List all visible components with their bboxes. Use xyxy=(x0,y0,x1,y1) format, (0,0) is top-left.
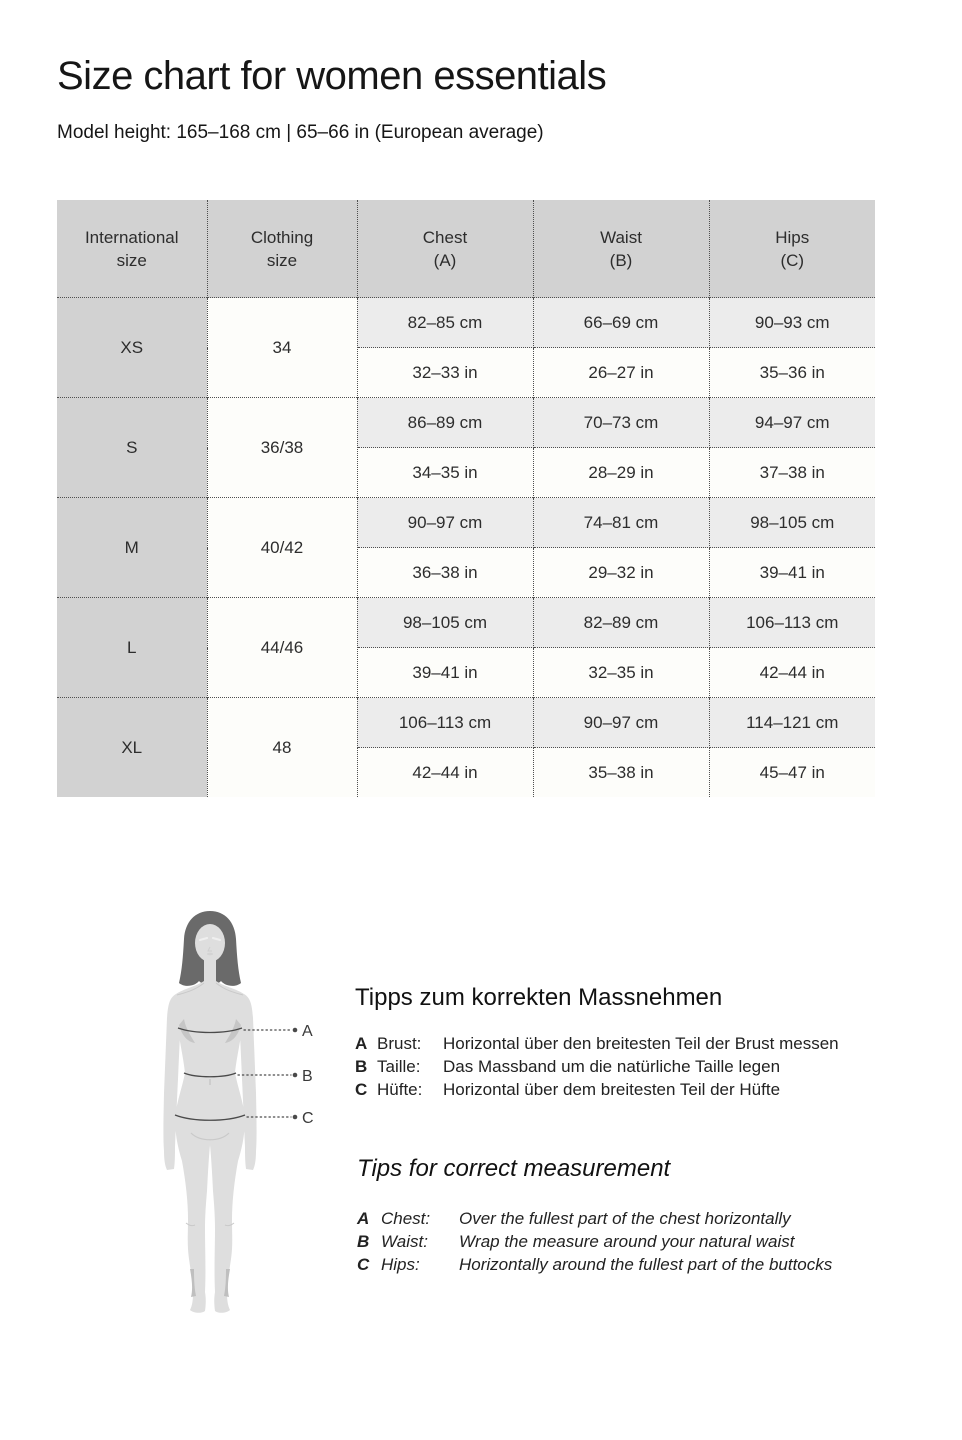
tip-letter: A xyxy=(357,1209,370,1228)
cell-hips-in: 35–36 in xyxy=(709,348,875,398)
size-table xyxy=(57,200,875,797)
cell-waist-in: 28–29 in xyxy=(533,448,709,498)
chest-leader-dot xyxy=(293,1028,298,1033)
cell-chest-cm: 86–89 cm xyxy=(357,398,533,448)
cell-clothing-size: 36/38 xyxy=(207,398,357,498)
waist-leader-dot xyxy=(293,1073,298,1078)
page-title: Size chart for women essentials xyxy=(57,54,607,98)
col-header-hips: Hips (C) xyxy=(709,200,875,298)
measurement-figure xyxy=(158,903,328,1318)
tip-term: Hüfte: xyxy=(377,1080,423,1099)
woman-silhouette-illustration xyxy=(158,903,328,1318)
tip-text: Das Massband um die natürliche Taille legen xyxy=(443,1057,781,1076)
tip-text: Horizontal über dem breitesten Teil der Hüfte xyxy=(443,1080,781,1099)
cell-clothing-size: 34 xyxy=(207,298,357,398)
table-row-xl xyxy=(57,698,875,748)
tip-term: Hips: xyxy=(381,1255,420,1274)
tip-text: Horizontally around the fullest part of the buttocks xyxy=(459,1255,833,1274)
cell-international-size: S xyxy=(57,398,207,498)
tip-term: Waist: xyxy=(381,1232,428,1251)
col-header-clothing-size: Clothing size xyxy=(207,200,357,298)
col-header-international-size: International size xyxy=(57,200,207,298)
tip-letter: B xyxy=(357,1232,370,1251)
cell-waist-cm: 66–69 cm xyxy=(533,298,709,348)
tip-text: Over the fullest part of the chest horizontally xyxy=(459,1209,791,1228)
cell-hips-in: 39–41 in xyxy=(709,548,875,598)
cell-waist-cm: 70–73 cm xyxy=(533,398,709,448)
table-row-s xyxy=(57,398,875,448)
label-waist-b: B xyxy=(302,1068,313,1085)
tips-list-english xyxy=(357,1207,832,1276)
tip-text: Wrap the measure around your natural waist xyxy=(459,1232,795,1251)
cell-clothing-size: 44/46 xyxy=(207,598,357,698)
cell-hips-in: 45–47 in xyxy=(709,748,875,798)
cell-international-size: L xyxy=(57,598,207,698)
tips-heading-german: Tipps zum korrekten Massnehmen xyxy=(355,984,723,1011)
cell-hips-cm: 98–105 cm xyxy=(709,498,875,548)
tip-letter: A xyxy=(355,1034,368,1053)
tip-text: Horizontal über den breitesten Teil der Brust messen xyxy=(443,1034,839,1053)
tip-row-taille xyxy=(355,1055,839,1078)
col-header-chest: Chest (A) xyxy=(357,200,533,298)
cell-international-size: XL xyxy=(57,698,207,798)
mouth xyxy=(207,953,213,956)
cell-waist-in: 29–32 in xyxy=(533,548,709,598)
tip-letter: B xyxy=(355,1057,368,1076)
cell-hips-cm: 94–97 cm xyxy=(709,398,875,448)
tip-row-chest xyxy=(357,1207,832,1230)
label-chest-a: A xyxy=(302,1023,313,1040)
table-row-m xyxy=(57,498,875,548)
cell-chest-cm: 90–97 cm xyxy=(357,498,533,548)
model-height-note: Model height: 165–168 cm | 65–66 in (European average) xyxy=(57,122,544,143)
cell-chest-in: 42–44 in xyxy=(357,748,533,798)
table-row-xs xyxy=(57,298,875,348)
table-header-row xyxy=(57,200,875,298)
cell-chest-cm: 106–113 cm xyxy=(357,698,533,748)
cell-clothing-size: 48 xyxy=(207,698,357,798)
col-header-waist: Waist (B) xyxy=(533,200,709,298)
cell-chest-cm: 98–105 cm xyxy=(357,598,533,648)
tip-term: Chest: xyxy=(381,1209,431,1228)
tip-row-huefte xyxy=(355,1078,839,1101)
cell-clothing-size: 40/42 xyxy=(207,498,357,598)
tip-row-hips xyxy=(357,1253,832,1276)
cell-hips-cm: 114–121 cm xyxy=(709,698,875,748)
cell-waist-cm: 74–81 cm xyxy=(533,498,709,548)
tip-row-brust xyxy=(355,1032,839,1055)
cell-waist-cm: 82–89 cm xyxy=(533,598,709,648)
tip-term: Brust: xyxy=(377,1034,422,1053)
tips-heading-english: Tips for correct measurement xyxy=(357,1155,671,1182)
cell-chest-in: 32–33 in xyxy=(357,348,533,398)
tip-row-waist xyxy=(357,1230,832,1253)
cell-waist-cm: 90–97 cm xyxy=(533,698,709,748)
tip-letter: C xyxy=(355,1080,368,1099)
cell-hips-cm: 106–113 cm xyxy=(709,598,875,648)
cell-chest-in: 34–35 in xyxy=(357,448,533,498)
tip-term: Taille: xyxy=(377,1057,421,1076)
cell-hips-cm: 90–93 cm xyxy=(709,298,875,348)
hips-leader-dot xyxy=(293,1115,298,1120)
cell-international-size: M xyxy=(57,498,207,598)
cell-international-size: XS xyxy=(57,298,207,398)
body-shape xyxy=(163,981,256,1313)
cell-waist-in: 32–35 in xyxy=(533,648,709,698)
cell-waist-in: 35–38 in xyxy=(533,748,709,798)
table-row-l xyxy=(57,598,875,648)
cell-hips-in: 37–38 in xyxy=(709,448,875,498)
cell-chest-in: 36–38 in xyxy=(357,548,533,598)
cell-chest-cm: 82–85 cm xyxy=(357,298,533,348)
cell-chest-in: 39–41 in xyxy=(357,648,533,698)
label-hips-c: C xyxy=(302,1110,314,1127)
cell-waist-in: 26–27 in xyxy=(533,348,709,398)
face-shape xyxy=(195,924,225,962)
tip-letter: C xyxy=(357,1255,370,1274)
tips-list-german xyxy=(355,1032,839,1101)
cell-hips-in: 42–44 in xyxy=(709,648,875,698)
